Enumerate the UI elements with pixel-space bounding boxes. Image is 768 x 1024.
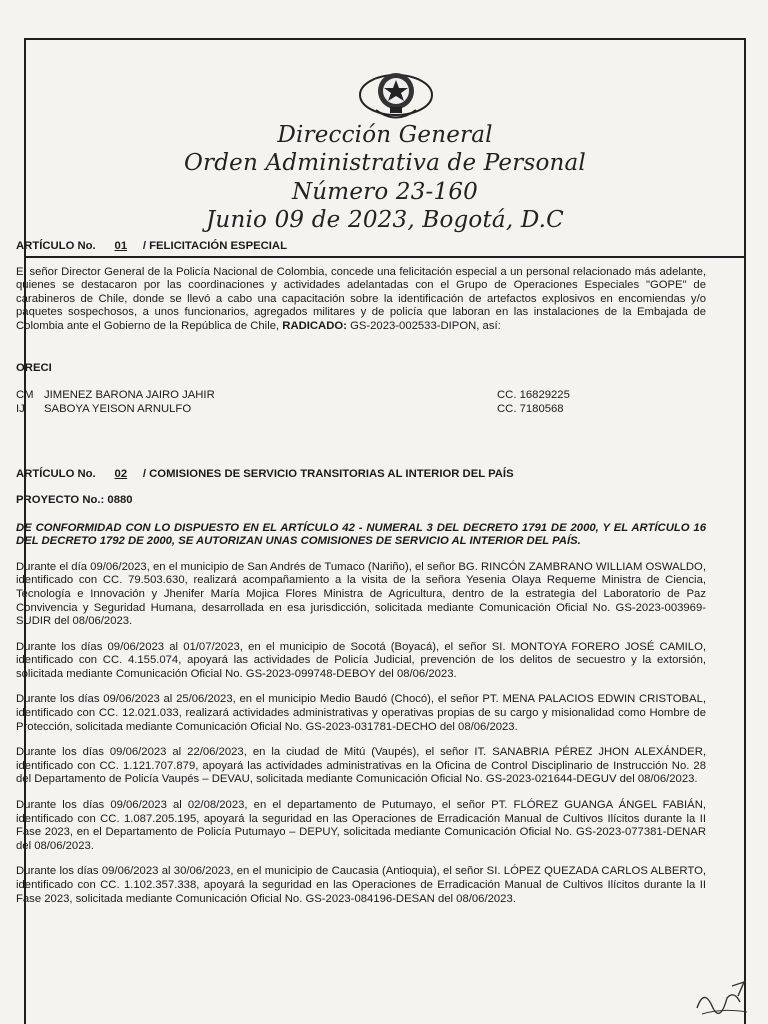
- unit-oreci: ORECI: [16, 361, 52, 374]
- handwritten-initials: [692, 978, 752, 1018]
- person-name: SABOYA YEISON ARNULFO: [44, 402, 192, 415]
- commission-paragraph: Durante los días 09/06/2023 al 30/06/2023, en el municipio de Caucasia (Antioquia), el señor SI. LÓPEZ QUEZADA CARLOS ALBERTO, identificado con CC. 1.102.357.338, apoyará la seguridad en las Operaciones de Erradicación Manual de Cultivos Ilícitos durante la II Fase 2023, solicitada mediante Comunicación Oficial No. GS-2023-084196-DESAN del 08/06/2023.: [16, 865, 706, 905]
- people-list: [16, 389, 706, 416]
- article-number: 01: [114, 240, 128, 252]
- header-orden-administrativa: Orden Administrativa de Personal: [184, 150, 586, 176]
- article-label: ARTÍCULO No.: [16, 240, 96, 252]
- project-number: PROYECTO No.: 0880: [16, 493, 133, 506]
- list-item: [16, 403, 706, 417]
- person-cc: CC. 7180568: [497, 402, 564, 415]
- document-body: [16, 226, 706, 906]
- list-item: [16, 389, 706, 403]
- article-2-heading: [16, 468, 706, 482]
- article-number: 02: [114, 468, 128, 481]
- header-fecha-lugar: Junio 09 de 2023, Bogotá, D.C: [206, 207, 564, 233]
- article-1-body: [16, 266, 706, 334]
- header-numero: Número 23-160: [291, 179, 479, 205]
- commission-paragraph: Durante los días 09/06/2023 al 01/07/2023, en el municipio de Socotá (Boyacá), el señor SI. MONTOYA FORERO JOSÉ CAMILO, identificado con CC. 4.155.074, apoyará las actividades de Policía Judicial, prevención de los delitos de secuestro y la extorsión, solicitada mediante Comunicación Oficial No. GS-2023-099748-DEBOY del 08/06/2023.: [16, 640, 706, 680]
- article-title: / COMISIONES DE SERVICIO TRANSITORIAS AL INTERIOR DEL PAÍS: [142, 468, 514, 481]
- commission-paragraph: Durante los días 09/06/2023 al 02/08/2023, en el departamento de Putumayo, el señor PT. FLÓREZ GUANGA ÁNGEL FABIÁN, identificado con CC. 1.087.205.195, apoyará la seguridad en las Operaciones de Erradicación Manual de Cultivos Ilícitos durante la II Fase 2023, en el Departamento de Policía Putumayo – DEPUY, solicitada mediante Comunicación Oficial No. GS-2023-077381-DENAR del 08/06/2023.: [16, 799, 706, 852]
- article-title: / FELICITACIÓN ESPECIAL: [142, 240, 287, 252]
- commission-paragraph: Durante los días 09/06/2023 al 22/06/2023, en la ciudad de Mitú (Vaupés), el señor IT. SANABRIA PÉREZ JHON ALEXÁNDER, identificado con CC. 1.121.707.879, apoyará las actividades administrativas en la Oficina de Control Disciplinario de Instrucción No. 28 del Departamento de Policía Vaupés – DEVAU, solicitada mediante Comunicación Oficial No. GS-2023-021644-DEGUV del 08/06/2023.: [16, 746, 706, 786]
- article-2-intro: DE CONFORMIDAD CON LO DISPUESTO EN EL ARTÍCULO 42 - NUMERAL 3 DEL DECRETO 1791 DE 2000, Y EL ARTÍCULO 16 DEL DECRETO 1792 DE 2000, SE AUTORIZAN UNAS COMISIONES DE SERVICIO AL INTERIOR DEL PAÍS.: [16, 521, 706, 548]
- radicado-label: RADICADO:: [282, 319, 347, 332]
- header-direccion-general: Dirección General: [277, 122, 493, 148]
- commission-paragraph: Durante el día 09/06/2023, en el municipio de San Andrés de Tumaco (Nariño), el señor BG. RINCÓN ZAMBRANO WILLIAM OSWALDO, identificado con CC. 79.503.630, realizará acompañamiento a la visita de la señora Yesenia Olaya Requeme Ministra de Ciencia, Tecnología e Innovación y Jhenifer María Mojica Flores Ministra de Agricultura, dentro de la estrategia del Laboratorio de Paz Convivencia y Seguridad Humana, desarrollada en esa jurisdicción, solicitada mediante Comunicación Oficial No. GS-2023-003969-SUDIR del 08/06/2023.: [16, 560, 706, 628]
- article-1-heading: [16, 240, 706, 254]
- radicado-value: GS-2023-002533-DIPON, así:: [350, 319, 501, 332]
- article-label: ARTÍCULO No.: [16, 468, 96, 481]
- person-grade: CM: [16, 389, 34, 402]
- person-grade: IJ: [16, 402, 25, 415]
- article-1-body-text: El señor Director General de la Policía Nacional de Colombia, concede una felicitación especial a un personal relacionado más adelante, quienes se destacaron por las coordinaciones y actividades adelantadas con el Grupo de Operaciones Especiales "GOPE" de carabineros de Chile, donde se llevó a cabo una capacitación sobre la identificación de artefactos explosivos en encomiendas y/o paquetes sospechosos, a unos funcionarios, agregados militares y de policía que laboran en las instalaciones de la Embajada de Colombia ante el Gobierno de la República de Chile,: [16, 265, 706, 332]
- person-cc: CC. 16829225: [497, 389, 570, 402]
- commission-paragraph: Durante los días 09/06/2023 al 25/06/2023, en el municipio Medio Baudó (Chocó), el señor PT. MENA PALACIOS EDWIN CRISTOBAL, identificado con CC. 12.021.033, realizará actividades administrativas y operativas propias de su cargo y misionalidad como Hombre de Protección, solicitada mediante Comunicación Oficial No. GS-2023-031781-DECHO del 08/06/2023.: [16, 693, 706, 733]
- person-name: JIMENEZ BARONA JAIRO JAHIR: [44, 389, 215, 402]
